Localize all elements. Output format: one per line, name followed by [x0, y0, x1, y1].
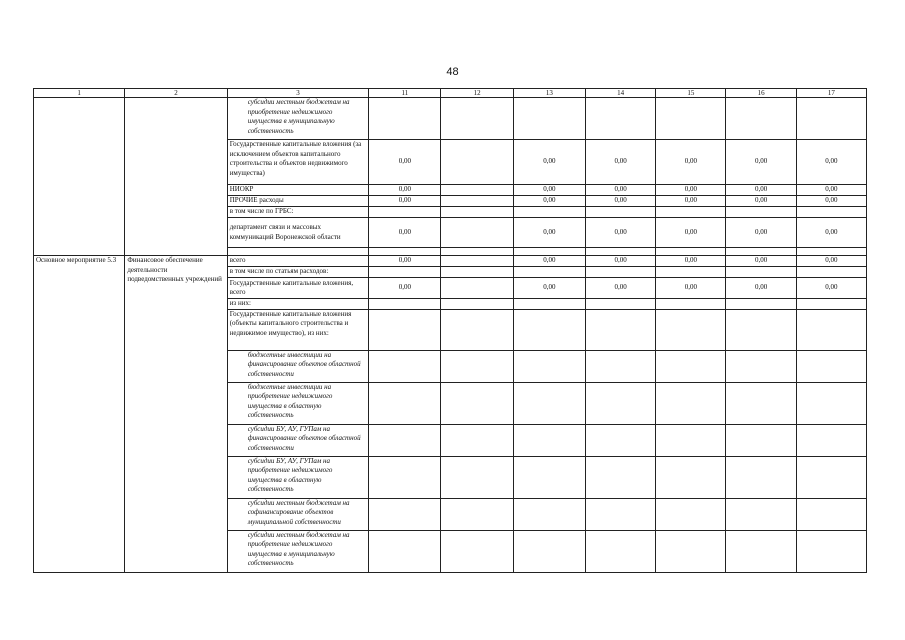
- value-cell: 0,00: [585, 218, 655, 248]
- header-row: [34, 89, 867, 98]
- row-label: в том числе по статьям расходов:: [227, 267, 369, 278]
- value-cell: 0,00: [585, 256, 655, 267]
- value-cell: 0,00: [369, 278, 441, 299]
- value-cell: 0,00: [369, 256, 441, 267]
- header-cell: 17: [796, 89, 866, 98]
- value-cell: 0,00: [726, 140, 796, 185]
- value-cell: 0,00: [796, 218, 866, 248]
- row-label: субсидии БУ, АУ, ГУПам на приобретение недвижимого имущества в областную собственность: [227, 456, 369, 498]
- row-label: Государственные капитальные вложения (за исключением объектов капитального строительства и объектов недвижимого имущества): [227, 140, 369, 185]
- row-label: бюджетные инвестиции на приобретение недвижимого имущества в областную собственность: [227, 382, 369, 424]
- header-cell: 16: [726, 89, 796, 98]
- value-cell: 0,00: [369, 140, 441, 185]
- row-label: субсидии местным бюджетам на приобретение недвижимого имущества в муниципальную собственность: [227, 530, 369, 572]
- row-label: Государственные капитальные вложения (объекты капитального строительства и недвижимое имущество), из них:: [227, 309, 369, 350]
- row-label: в том числе по ГРБС:: [227, 207, 369, 218]
- header-cell: 15: [656, 89, 726, 98]
- value-cell: 0,00: [513, 218, 585, 248]
- value-cell: 0,00: [726, 256, 796, 267]
- value-cell: 0,00: [796, 278, 866, 299]
- header-cell: 14: [585, 89, 655, 98]
- value-cell: 0,00: [796, 140, 866, 185]
- value-cell: 0,00: [656, 278, 726, 299]
- value-cell: 0,00: [796, 256, 866, 267]
- value-cell: 0,00: [513, 256, 585, 267]
- header-cell: 2: [125, 89, 227, 98]
- row-label: ПРОЧИЕ расходы: [227, 196, 369, 207]
- value-cell: 0,00: [656, 185, 726, 196]
- row-label: Государственные капитальные вложения, всего: [227, 278, 369, 299]
- value-cell: 0,00: [796, 196, 866, 207]
- value-cell: 0,00: [656, 140, 726, 185]
- page-number: 48: [446, 66, 459, 78]
- activity-cell: Основное мероприятие 5.3: [34, 256, 125, 573]
- value-cell: 0,00: [369, 218, 441, 248]
- value-cell: 0,00: [369, 196, 441, 207]
- table-row: [34, 98, 867, 140]
- value-cell: 0,00: [369, 185, 441, 196]
- value-cell: 0,00: [726, 278, 796, 299]
- row-label: субсидии БУ, АУ, ГУПам на финансирование объектов областной собственности: [227, 424, 369, 456]
- row-label: бюджетные инвестиции на финансирование объектов областной собственности: [227, 350, 369, 382]
- value-cell: 0,00: [585, 196, 655, 207]
- value-cell: 0,00: [513, 140, 585, 185]
- header-cell: 3: [227, 89, 369, 98]
- value-cell: 0,00: [656, 196, 726, 207]
- value-cell: 0,00: [585, 185, 655, 196]
- value-cell: 0,00: [513, 278, 585, 299]
- value-cell: 0,00: [796, 185, 866, 196]
- row-label: из них:: [227, 299, 369, 310]
- budget-table: [33, 88, 867, 573]
- col1-cell: [34, 98, 125, 256]
- col2-cell: [125, 98, 227, 256]
- value-cell: 0,00: [726, 196, 796, 207]
- row-label: всего: [227, 256, 369, 267]
- row-label: департамент связи и массовых коммуникаций Воронежской области: [227, 218, 369, 248]
- value-cell: 0,00: [656, 218, 726, 248]
- header-cell: 1: [34, 89, 125, 98]
- table-row: [34, 256, 867, 267]
- header-cell: 13: [513, 89, 585, 98]
- value-cell: 0,00: [585, 140, 655, 185]
- row-label: субсидии местным бюджетам на софинансирование объектов муниципальной собственности: [227, 498, 369, 530]
- header-cell: 11: [369, 89, 441, 98]
- value-cell: 0,00: [513, 185, 585, 196]
- row-label: НИОКР: [227, 185, 369, 196]
- value-cell: 0,00: [726, 185, 796, 196]
- activity-description-cell: Финансовое обеспечение деятельности подведомственных учреждений: [125, 256, 227, 573]
- value-cell: 0,00: [585, 278, 655, 299]
- header-cell: 12: [441, 89, 513, 98]
- row-label: субсидии местным бюджетам на приобретение недвижимого имущества в муниципальную собственность: [227, 98, 369, 140]
- value-cell: 0,00: [513, 196, 585, 207]
- value-cell: 0,00: [656, 256, 726, 267]
- value-cell: 0,00: [726, 218, 796, 248]
